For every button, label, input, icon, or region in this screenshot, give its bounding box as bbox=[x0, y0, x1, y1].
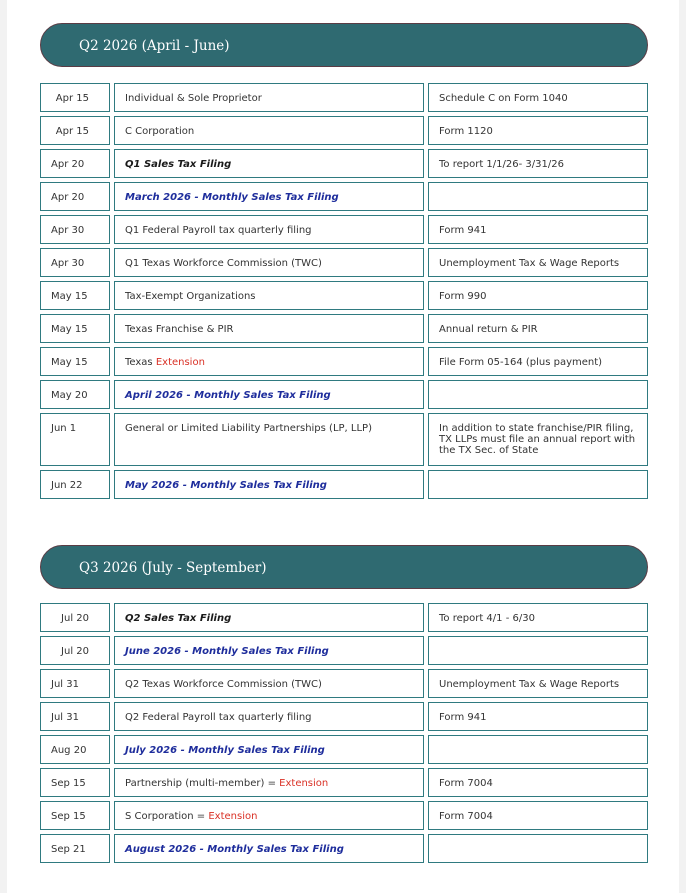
date-cell: Jul 20 bbox=[40, 636, 110, 665]
date-cell: Aug 20 bbox=[40, 735, 110, 764]
date-cell: May 15 bbox=[40, 347, 110, 376]
description-cell: Tax-Exempt Organizations bbox=[114, 281, 424, 310]
description-cell: Q2 Federal Payroll tax quarterly filing bbox=[114, 702, 424, 731]
table-row bbox=[40, 801, 648, 830]
extension-label: Extension bbox=[279, 778, 329, 789]
table-row bbox=[40, 314, 648, 343]
note-cell: To report 4/1 - 6/30 bbox=[428, 603, 648, 632]
table-row bbox=[40, 636, 648, 665]
date-cell: Jul 20 bbox=[40, 603, 110, 632]
table-row bbox=[40, 834, 648, 863]
note-cell: Unemployment Tax & Wage Reports bbox=[428, 669, 648, 698]
description-cell: C Corporation bbox=[114, 116, 424, 145]
note-cell: Form 1120 bbox=[428, 116, 648, 145]
table-row bbox=[40, 603, 648, 632]
description-cell: August 2026 - Monthly Sales Tax Filing bbox=[114, 834, 424, 863]
description-cell: Texas Franchise & PIR bbox=[114, 314, 424, 343]
note-cell bbox=[428, 380, 648, 409]
description-cell: General or Limited Liability Partnerships (LP, LLP) bbox=[114, 413, 424, 466]
table-row bbox=[40, 702, 648, 731]
description-cell: Individual & Sole Proprietor bbox=[114, 83, 424, 112]
date-cell: Apr 20 bbox=[40, 182, 110, 211]
note-cell: Form 941 bbox=[428, 215, 648, 244]
date-cell: Apr 30 bbox=[40, 215, 110, 244]
q2-banner: Q2 2026 (April - June) bbox=[40, 23, 648, 67]
table-row bbox=[40, 380, 648, 409]
note-cell: Unemployment Tax & Wage Reports bbox=[428, 248, 648, 277]
description-cell: May 2026 - Monthly Sales Tax Filing bbox=[114, 470, 424, 499]
table-row bbox=[40, 149, 648, 178]
table-row bbox=[40, 768, 648, 797]
date-cell: Jun 22 bbox=[40, 470, 110, 499]
note-cell: Form 941 bbox=[428, 702, 648, 731]
description-cell: July 2026 - Monthly Sales Tax Filing bbox=[114, 735, 424, 764]
table-row bbox=[40, 248, 648, 277]
note-cell bbox=[428, 834, 648, 863]
note-cell: Form 990 bbox=[428, 281, 648, 310]
q3-banner: Q3 2026 (July - September) bbox=[40, 545, 648, 589]
q2-table bbox=[40, 83, 648, 499]
date-cell: Jun 1 bbox=[40, 413, 110, 466]
description-cell: Partnership (multi-member) = Extension bbox=[114, 768, 424, 797]
date-cell: May 20 bbox=[40, 380, 110, 409]
date-cell: Sep 21 bbox=[40, 834, 110, 863]
description-cell: June 2026 - Monthly Sales Tax Filing bbox=[114, 636, 424, 665]
table-row bbox=[40, 735, 648, 764]
date-cell: Apr 15 bbox=[40, 116, 110, 145]
table-row bbox=[40, 347, 648, 376]
date-cell: Apr 30 bbox=[40, 248, 110, 277]
description-cell: April 2026 - Monthly Sales Tax Filing bbox=[114, 380, 424, 409]
table-row bbox=[40, 470, 648, 499]
note-cell: Form 7004 bbox=[428, 801, 648, 830]
table-row bbox=[40, 281, 648, 310]
table-row bbox=[40, 116, 648, 145]
table-row bbox=[40, 413, 648, 466]
note-cell bbox=[428, 735, 648, 764]
document-page bbox=[7, 0, 679, 893]
description-cell: March 2026 - Monthly Sales Tax Filing bbox=[114, 182, 424, 211]
note-cell bbox=[428, 182, 648, 211]
note-cell: File Form 05-164 (plus payment) bbox=[428, 347, 648, 376]
note-cell: To report 1/1/26- 3/31/26 bbox=[428, 149, 648, 178]
table-row bbox=[40, 83, 648, 112]
note-cell bbox=[428, 470, 648, 499]
note-cell: Schedule C on Form 1040 bbox=[428, 83, 648, 112]
description-cell: Texas Extension bbox=[114, 347, 424, 376]
extension-label: Extension bbox=[155, 357, 205, 368]
date-cell: Sep 15 bbox=[40, 768, 110, 797]
date-cell: Sep 15 bbox=[40, 801, 110, 830]
description-cell: Q1 Texas Workforce Commission (TWC) bbox=[114, 248, 424, 277]
description-cell: Q1 Sales Tax Filing bbox=[114, 149, 424, 178]
date-cell: Apr 20 bbox=[40, 149, 110, 178]
description-cell: S Corporation = Extension bbox=[114, 801, 424, 830]
note-cell: Annual return & PIR bbox=[428, 314, 648, 343]
date-cell: Jul 31 bbox=[40, 669, 110, 698]
date-cell: Jul 31 bbox=[40, 702, 110, 731]
note-cell: Form 7004 bbox=[428, 768, 648, 797]
note-cell: In addition to state franchise/PIR filing, TX LLPs must file an annual report with the TX Sec. of State bbox=[428, 413, 648, 466]
note-cell bbox=[428, 636, 648, 665]
extension-label: Extension bbox=[208, 811, 258, 822]
date-cell: May 15 bbox=[40, 281, 110, 310]
description-cell: Q2 Sales Tax Filing bbox=[114, 603, 424, 632]
table-row bbox=[40, 669, 648, 698]
table-row bbox=[40, 182, 648, 211]
table-row bbox=[40, 215, 648, 244]
date-cell: Apr 15 bbox=[40, 83, 110, 112]
q3-table bbox=[40, 603, 648, 863]
description-cell: Q2 Texas Workforce Commission (TWC) bbox=[114, 669, 424, 698]
description-cell: Q1 Federal Payroll tax quarterly filing bbox=[114, 215, 424, 244]
date-cell: May 15 bbox=[40, 314, 110, 343]
